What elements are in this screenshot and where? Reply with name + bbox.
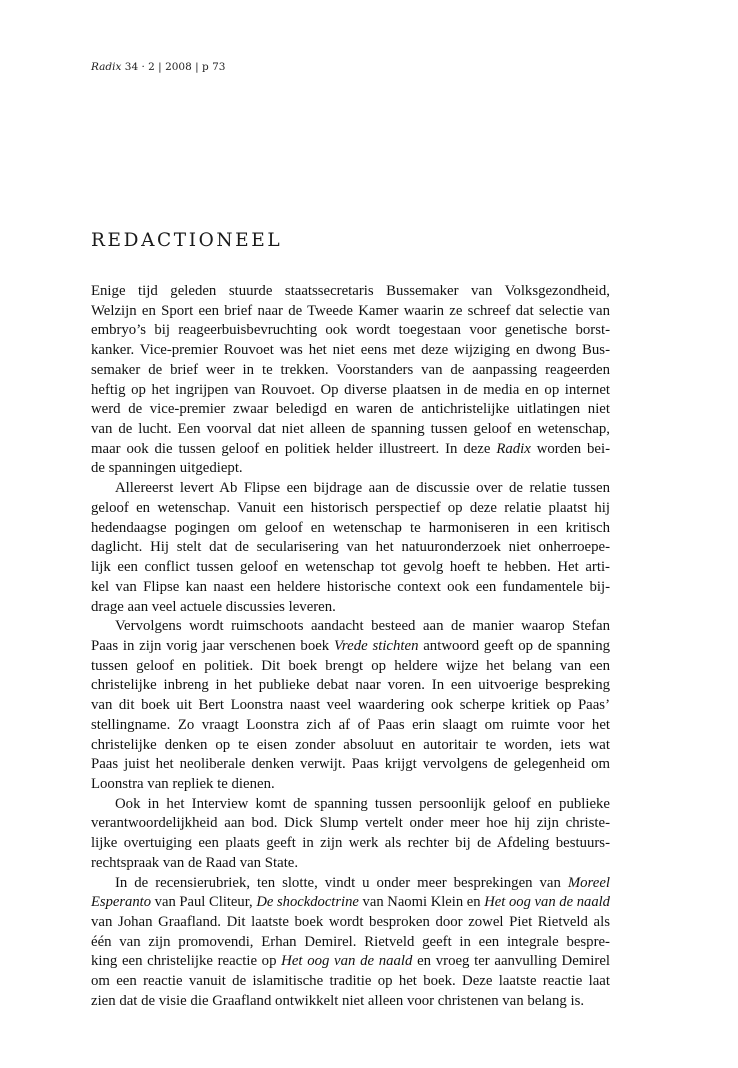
text-line bbox=[91, 814, 610, 834]
page-number: p 73 bbox=[202, 61, 226, 73]
text-run: om een reactie vanuit de islamitische traditie op het boek. Deze laatste reactie laat bbox=[91, 973, 610, 990]
text-line bbox=[91, 578, 610, 598]
italic-title: Esperanto bbox=[91, 894, 151, 911]
text-line bbox=[91, 617, 610, 637]
text-run: rechtspraak van de Raad van State. bbox=[91, 854, 299, 871]
text-line bbox=[91, 282, 610, 302]
article-body bbox=[91, 282, 610, 1012]
text-line bbox=[91, 775, 610, 795]
text-run: worden bei- bbox=[530, 440, 610, 457]
text-line bbox=[91, 834, 610, 854]
paragraph bbox=[91, 282, 610, 479]
text-run: verantwoordelijkheid aan bod. Dick Slump vertelt onder meer hoe hij zijn christe- bbox=[91, 815, 610, 832]
text-run: Ook in het Interview komt de spanning tussen persoonlijk geloof en publieke bbox=[115, 795, 610, 812]
italic-title: Het oog van de naald bbox=[281, 953, 413, 970]
text-run: Paas in zijn vorig jaar verschenen boek bbox=[91, 637, 334, 654]
text-line bbox=[91, 795, 610, 815]
text-line bbox=[91, 736, 610, 756]
text-line bbox=[91, 933, 610, 953]
text-line bbox=[91, 913, 610, 933]
text-line bbox=[91, 558, 610, 578]
text-line bbox=[91, 676, 610, 696]
text-run: zien dat de visie die Graafland ontwikkelt niet alleen voor christenen van belang is. bbox=[91, 992, 585, 1009]
text-line bbox=[91, 696, 610, 716]
paragraph bbox=[91, 617, 610, 794]
text-line bbox=[91, 893, 610, 913]
italic-title: De shockdoctrine bbox=[256, 894, 359, 911]
text-run: heftig op het ingrijpen van Rouvoet. Op diverse plaatsen in de media en op internet bbox=[91, 381, 610, 398]
text-line bbox=[91, 321, 610, 341]
separator-2: | bbox=[195, 61, 199, 73]
paragraph bbox=[91, 795, 610, 874]
text-line bbox=[91, 420, 610, 440]
text-line bbox=[91, 637, 610, 657]
text-run: maar ook die tussen geloof en politiek helder illustreert. In deze bbox=[91, 440, 497, 457]
text-run: Enige tijd geleden stuurde staatssecretaris Bussemaker van Volksgezondheid, bbox=[91, 283, 610, 299]
text-run: Loonstra van repliek te dienen. bbox=[91, 775, 275, 792]
text-run: geloof en wetenschap. Vanuit een historisch perspectief op deze relatie plaatst hij bbox=[91, 499, 610, 516]
paragraph bbox=[91, 479, 610, 617]
text-line bbox=[91, 874, 610, 894]
year: 2008 bbox=[165, 61, 192, 73]
text-line bbox=[91, 381, 610, 401]
text-run: kel van Flipse kan naast een heldere historische context ook een fundamentele bij- bbox=[91, 578, 610, 595]
text-run: Welzijn en Sport een brief naar de Tweede Kamer waarin ze schreef dat selectie van bbox=[91, 302, 610, 319]
text-run: van dit boek uit Bert Loonstra naast veel waardering ook scherpe kritiek op Paas’ bbox=[91, 697, 610, 714]
text-run: tussen geloof en politiek. Dit boek brengt op heldere wijze het belang van een bbox=[91, 657, 610, 674]
text-run: kanker. Vice-premier Rouvoet was het niet eens met deze wijziging en dwong Bus- bbox=[91, 342, 610, 359]
article-title: REDACTIONEEL bbox=[91, 230, 283, 251]
text-line bbox=[91, 598, 610, 618]
text-line bbox=[91, 972, 610, 992]
text-line bbox=[91, 657, 610, 677]
text-line bbox=[91, 519, 610, 539]
running-head bbox=[91, 61, 225, 73]
journal-name: Radix bbox=[91, 61, 122, 73]
paragraph bbox=[91, 874, 610, 1012]
text-line bbox=[91, 992, 610, 1012]
italic-title: Radix bbox=[496, 440, 531, 457]
text-run: de spanningen uitgediept. bbox=[91, 460, 243, 477]
text-run: lijk een conflict tussen geloof en wetenschap tot gevolg hoeft te hebben. Het arti- bbox=[91, 559, 610, 576]
text-run: van Paul Cliteur, bbox=[151, 894, 257, 911]
text-line bbox=[91, 755, 610, 775]
text-run: van Naomi Klein en bbox=[358, 894, 485, 911]
text-line bbox=[91, 716, 610, 736]
text-line bbox=[91, 952, 610, 972]
text-run: king een christelijke reactie op bbox=[91, 953, 282, 970]
text-run: christelijke denken op te eisen zonder absoluut en autoritair te worden, iets wat bbox=[91, 736, 610, 753]
text-run: lijke overtuiging een plaats geeft in zijn werk als rechter bij de Afdeling bestuurs- bbox=[91, 835, 610, 852]
text-run: antwoord geeft op de spanning bbox=[418, 637, 610, 654]
text-run: In de recensierubriek, ten slotte, vindt u onder meer besprekingen van bbox=[115, 874, 568, 891]
text-run: Allereerst levert Ab Flipse een bijdrage aan de discussie over de relatie tussen bbox=[115, 480, 610, 497]
volume-issue: 34 · 2 bbox=[124, 61, 155, 73]
text-run: van de lucht. Een voorval dat niet alleen de spanning tussen geloof en wetenschap, bbox=[91, 421, 610, 438]
text-line bbox=[91, 538, 610, 558]
text-line bbox=[91, 459, 610, 479]
separator-1: | bbox=[158, 61, 162, 73]
text-run: van Johan Graafland. Dit laatste boek wordt besproken door zowel Piet Rietveld als bbox=[91, 914, 610, 930]
text-run: werd de vice-premier zwaar beledigd en waren de antichristelijke uitlatingen niet bbox=[91, 401, 610, 418]
text-run: Vervolgens wordt ruimschoots aandacht besteed aan de manier waarop Stefan bbox=[115, 618, 610, 635]
text-line bbox=[91, 400, 610, 420]
italic-title: Moreel bbox=[567, 874, 610, 891]
italic-title: Vrede stichten bbox=[333, 637, 419, 654]
text-run: embryo’s bij reageerbuisbevruchting ook wordt toegestaan voor genetische borst- bbox=[91, 322, 610, 339]
text-run: één van zijn promovendi, Erhan Demirel. Rietveld geeft in een integrale bespre- bbox=[91, 933, 610, 950]
italic-title: Het oog van de naald bbox=[484, 894, 610, 911]
text-line bbox=[91, 341, 610, 361]
text-run: drage aan veel actuele discussies leveren. bbox=[91, 598, 336, 615]
text-run: semaker de brief weer in te trekken. Voorstanders van de aanpassing reageerden bbox=[91, 361, 610, 378]
text-run: daglicht. Hij stelt dat de secularisering van het natuuronderzoek niet onherroepe- bbox=[91, 539, 610, 556]
text-line bbox=[91, 361, 610, 381]
text-line bbox=[91, 499, 610, 519]
text-line bbox=[91, 302, 610, 322]
text-run: Paas juist het neoliberale denken verwijt. Paas krijgt vervolgens de gelegenheid om bbox=[91, 756, 610, 773]
text-run: en vroeg ter aanvulling Demirel bbox=[412, 953, 610, 970]
text-line bbox=[91, 854, 610, 874]
text-line bbox=[91, 440, 610, 460]
text-run: stellingname. Zo vraagt Loonstra zich af of Paas erin slaagt om ruimte voor het bbox=[91, 716, 610, 733]
text-line bbox=[91, 479, 610, 499]
text-run: hedendaagse pogingen om geloof en wetenschap te harmoniseren in een kritisch bbox=[91, 519, 610, 536]
text-run: christelijke inbreng in het publieke debat naar voren. In een uitvoerige bespreking bbox=[91, 677, 610, 694]
